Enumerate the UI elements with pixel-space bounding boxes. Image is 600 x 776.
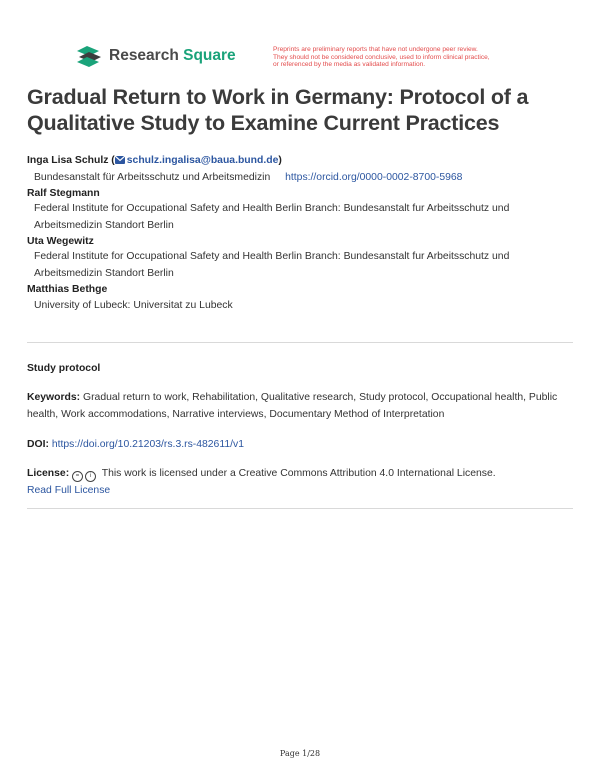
doi-block xyxy=(27,436,573,453)
author-affiliation: University of Lubeck: Universitat zu Lubeck xyxy=(34,300,233,311)
envelope-icon xyxy=(115,154,125,169)
doi-link[interactable]: https://doi.org/10.21203/rs.3.rs-482611/v1 xyxy=(51,439,244,450)
research-square-logo[interactable] xyxy=(75,45,236,67)
logo-text xyxy=(109,47,236,65)
license-text: This work is licensed under a Creative Commons Attribution 4.0 International License. xyxy=(101,468,496,479)
preprint-notice xyxy=(273,46,563,69)
author-affiliation: Federal Institute for Occupational Safety and Health Berlin Branch: Bundesanstalt fur Arbeitsschutz und Arbeitsmedizin Standort Berlin xyxy=(34,251,510,279)
by-icon: i xyxy=(85,471,96,482)
license-block xyxy=(27,465,573,499)
author-name: Ralf Stegmann xyxy=(27,188,100,199)
affiliation-text: Bundesanstalt für Arbeitsschutz und Arbeitsmedizin xyxy=(34,172,271,183)
orcid-link[interactable]: https://orcid.org/0000-0002-8700-5968 xyxy=(285,172,463,183)
logo-word-research: Research xyxy=(109,47,179,64)
preprint-notice-line: Preprints are preliminary reports that have not undergone peer review. xyxy=(273,46,478,53)
paper-title: Gradual Return to Work in Germany: Protocol of a Qualitative Study to Examine Current Practices xyxy=(27,85,529,135)
author-name: Inga Lisa Schulz ( schulz.ingalisa@baua.bund.de) xyxy=(27,153,577,169)
logo-icon xyxy=(75,45,103,67)
license-icons xyxy=(72,471,96,482)
cc-icon: = xyxy=(72,471,83,482)
author-list xyxy=(27,153,577,314)
author-name: Uta Wegewitz xyxy=(27,236,94,247)
keywords-text: Gradual return to work, Rehabilitation, Qualitative research, Study protocol, Occupational health, Public health, Work accommodations, Narrative interviews, Documentary Method of Interpretation xyxy=(27,392,558,420)
divider xyxy=(27,508,573,509)
preprint-notice-line: or referenced by the media as validated information. xyxy=(273,61,426,69)
author-email-link[interactable]: schulz.ingalisa@baua.bund.de xyxy=(126,155,279,166)
author-name: Matthias Bethge xyxy=(27,284,108,295)
keywords-block xyxy=(27,389,573,423)
doi-label: DOI: xyxy=(27,439,49,450)
preprint-notice-line: They should not be considered conclusive, used to inform clinical practice, xyxy=(273,53,490,61)
article-type-label: Study protocol xyxy=(27,363,101,374)
article-type xyxy=(27,360,573,377)
divider xyxy=(27,342,573,343)
logo-word-square: Square xyxy=(183,47,236,64)
license-label: License: xyxy=(27,468,70,479)
author-name-text: Inga Lisa Schulz xyxy=(27,155,109,166)
keywords-label: Keywords: xyxy=(27,392,81,403)
read-full-license-link[interactable]: Read Full License xyxy=(27,485,111,496)
author-affiliation: Federal Institute for Occupational Safety and Health Berlin Branch: Bundesanstalt fur Arbeitsschutz und Arbeitsmedizin Standort Berlin xyxy=(34,203,510,231)
page-number: Page 1/28 xyxy=(279,749,321,758)
author-affiliation xyxy=(27,169,577,186)
